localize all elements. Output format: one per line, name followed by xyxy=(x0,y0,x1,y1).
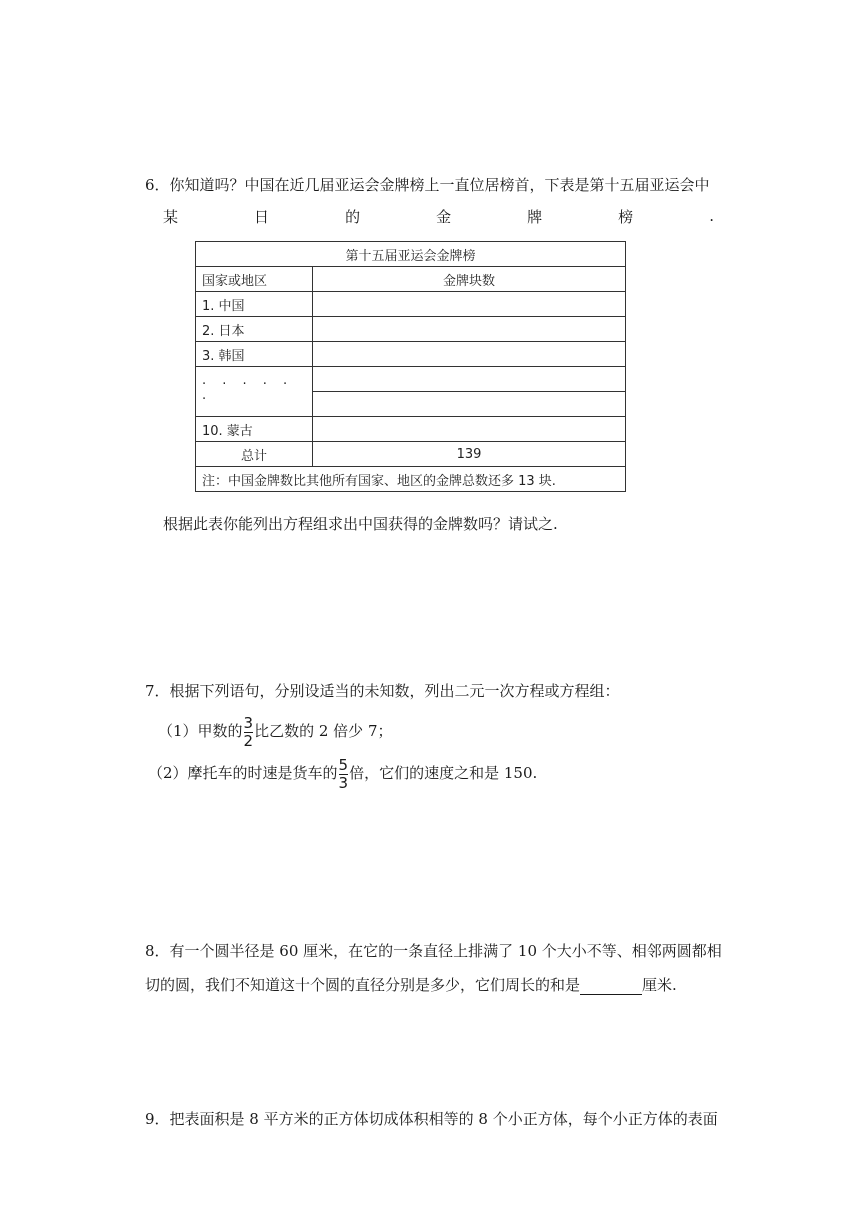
q6-question: 根据此表你能列出方程组求出中国获得的金牌数吗？请试之. xyxy=(163,515,558,533)
q6-char: . xyxy=(709,207,714,225)
fraction xyxy=(338,755,349,792)
table-row xyxy=(196,367,626,392)
country-cell: 10. 蒙古 xyxy=(196,417,313,442)
q7-part2-before: （2）摩托车的时速是货车的 xyxy=(148,764,338,782)
q7-part2 xyxy=(148,755,537,791)
medal-cell xyxy=(313,292,626,317)
medal-cell xyxy=(313,417,626,442)
country-cell: 2. 日本 xyxy=(196,317,313,342)
medal-cell xyxy=(313,317,626,342)
table-row xyxy=(196,292,626,317)
answer-blank[interactable] xyxy=(580,978,642,995)
q6-line1: 6．你知道吗？中国在近几届亚运会金牌榜上一直位居榜首，下表是第十五届亚运会中 xyxy=(145,176,710,194)
q7-part2-after: 倍，它们的速度之和是 150. xyxy=(349,764,538,782)
fraction-denominator: 3 xyxy=(338,773,349,792)
country-cell: 1. 中国 xyxy=(196,292,313,317)
q6-line2 xyxy=(163,204,714,228)
table-header-medals: 金牌块数 xyxy=(313,267,626,292)
medal-cell xyxy=(313,367,626,392)
q6-char: 的 xyxy=(345,207,361,226)
table-row xyxy=(196,417,626,442)
table-row xyxy=(196,317,626,342)
q6-char: 某 xyxy=(163,207,179,226)
q7-part1-before: （1）甲数的 xyxy=(158,722,243,740)
fraction-denominator: 2 xyxy=(243,731,254,750)
q8-line2-before: 切的圆，我们不知道这十个圆的直径分别是多少，它们周长的和是 xyxy=(145,976,581,994)
table-note: 注：中国金牌数比其他所有国家、地区的金牌总数还多 13 块. xyxy=(196,467,626,492)
q8-line1: 8．有一个圆半径是 60 厘米，在它的一条直径上排满了 10 个大小不等、相邻两圆都相 xyxy=(145,942,722,960)
fraction-numerator: 5 xyxy=(338,755,349,774)
table-header-country: 国家或地区 xyxy=(196,267,313,292)
table-row xyxy=(196,342,626,367)
q6-char: 金 xyxy=(436,207,452,226)
ellipsis-cell: · · · · · · xyxy=(196,367,313,417)
medal-cell xyxy=(313,342,626,367)
table-total-row xyxy=(196,442,626,467)
q8-line2-after: 厘米. xyxy=(642,976,677,994)
table-title: 第十五届亚运会金牌榜 xyxy=(196,242,626,267)
fraction-numerator: 3 xyxy=(243,713,254,732)
q7-intro: 7．根据下列语句，分别设适当的未知数，列出二元一次方程或方程组： xyxy=(145,682,620,700)
total-value: 139 xyxy=(313,442,626,467)
q6-char: 榜 xyxy=(618,207,634,226)
q6-char: 牌 xyxy=(527,207,543,226)
q7-part1-after: 比乙数的 2 倍少 7； xyxy=(254,722,393,740)
q6-char: 日 xyxy=(254,207,270,226)
q9-line1: 9．把表面积是 8 平方米的正方体切成体积相等的 8 个小正方体，每个小正方体的表面 xyxy=(145,1110,718,1128)
q7-part1 xyxy=(158,713,393,749)
q8-line2 xyxy=(145,975,677,995)
fraction xyxy=(243,713,254,750)
country-cell: 3. 韩国 xyxy=(196,342,313,367)
total-label: 总计 xyxy=(196,442,313,467)
medal-cell xyxy=(313,392,626,417)
medal-table xyxy=(195,241,626,492)
